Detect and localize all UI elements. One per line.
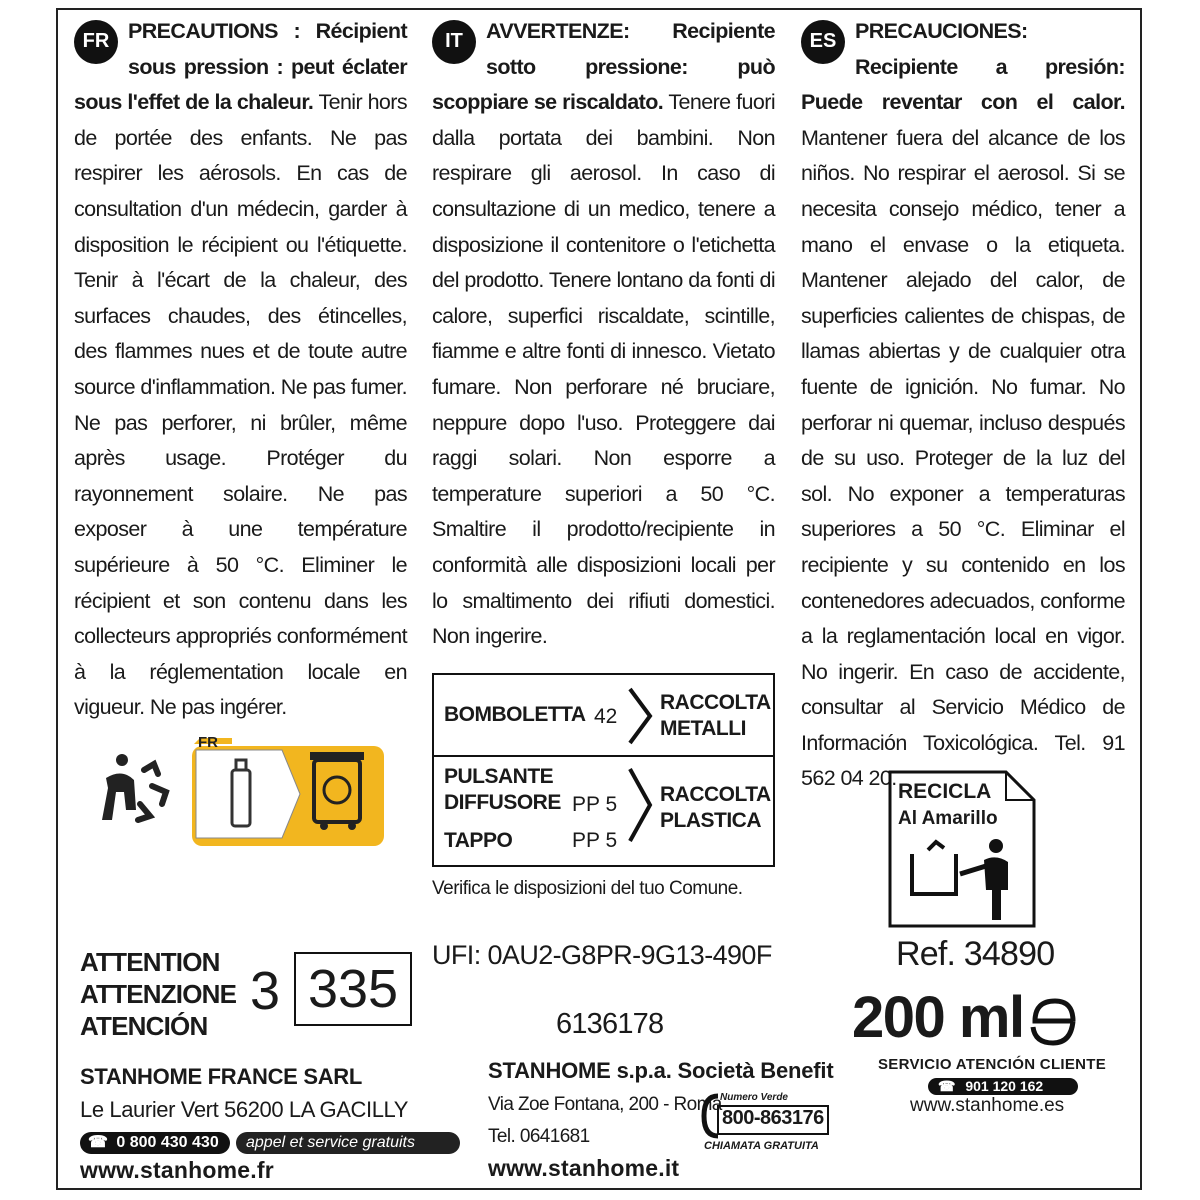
recicla-symbol	[888, 770, 1038, 930]
it-tel: Tel. 0641681	[488, 1126, 590, 1147]
es-body: Mantener fuera del alcance de los niños. No respirar el aerosol. Si se necesita consejo médico, tener a mano el envase o la etiqueta. Mantener alejado del calor, de superficies calientes de chispas, de llamas abiertas y de cualquier otra fuente de ignición. No fumar. No perforar ni quemar, incluso después de su uso. Proteger de la luz del sol. No exponer a temperaturas superiores a 50 °C. Eliminar el recipiente y su contenido en los contenedores adecuados, conforme a la reglamentación local en vigor. No ingerir. En caso de accidente, consultar al Servicio Médico de Información Toxicológica. Tel. 91 562 04 20.	[801, 125, 1125, 791]
triman-icon	[92, 730, 392, 850]
it-website: www.stanhome.it	[488, 1155, 680, 1181]
es-phone-pill	[928, 1078, 1078, 1095]
it-lead: AVVERTENZE: Recipiente sotto pressione: può scoppiare se riscaldato.	[432, 19, 775, 115]
rt-dest-1: RACCOLTA	[660, 691, 771, 714]
es-service-title: SERVICIO ATENCIÓN CLIENTE	[878, 1056, 1107, 1073]
es-lead: PRECAUCIONES: Recipiente a presión: Puede reventar con el calor.	[801, 19, 1125, 115]
language-badge-it: IT	[432, 20, 476, 64]
fr-company: STANHOME FRANCE SARL	[80, 1064, 363, 1089]
fr-lead: PRECAUTIONS : Récipient sous pression : peut éclater sous l'effet de la chaleur.	[74, 19, 407, 115]
ufi-code: UFI: 0AU2-G8PR-9G13-490F	[432, 940, 772, 970]
fr-phone-bar	[80, 1132, 460, 1154]
hazard-code-box: 335	[294, 952, 412, 1026]
rt-item: TAPPO	[444, 829, 513, 852]
rt-code: 42	[594, 705, 618, 728]
chevron-right-icon	[626, 685, 654, 747]
fr-phone-pill	[80, 1132, 230, 1154]
phone-icon: ☎	[88, 1134, 108, 1151]
spanish-precautions	[801, 14, 1125, 797]
table-row	[434, 675, 773, 757]
batch-code: 6136178	[556, 1008, 664, 1040]
rt-code: PP 5	[572, 829, 618, 852]
fr-address: Le Laurier Vert 56200 LA GACILLY	[80, 1097, 409, 1122]
es-phone-bar	[928, 1078, 1078, 1096]
fr-logo-label: FR	[198, 734, 218, 751]
fr-phone-note: appel et service gratuits	[246, 1134, 415, 1151]
hazard-digit: 3	[250, 961, 281, 1021]
french-precautions	[74, 14, 407, 726]
es-website: www.stanhome.es	[910, 1095, 1065, 1116]
it-company: STANHOME s.p.a. Società Benefit	[488, 1058, 834, 1083]
volume: 200 ml	[852, 985, 1024, 1050]
recicla-line2: Al Amarillo	[898, 808, 998, 829]
language-badge-es: ES	[801, 20, 845, 64]
rt-code: PP 5	[572, 793, 618, 816]
recycling-note: Verifica le disposizioni del tuo Comune.	[432, 878, 743, 899]
attention-es: ATENCIÓN	[80, 1011, 208, 1041]
phone-icon: ☎	[938, 1078, 956, 1094]
reference-number: Ref. 34890	[896, 935, 1055, 973]
recicla-line1: RECICLA	[898, 780, 992, 803]
numero-verde-label: Numero Verde	[720, 1092, 788, 1103]
numero-verde	[700, 1092, 832, 1154]
estimated-e-icon	[1027, 993, 1079, 1049]
rt-item: BOMBOLETTA	[444, 703, 586, 726]
fr-phone-note-pill	[236, 1132, 460, 1154]
fr-triman-logo	[92, 730, 392, 850]
recycling-table	[432, 673, 775, 867]
es-phone-number: 901 120 162	[965, 1078, 1044, 1094]
chevron-right-icon	[626, 765, 654, 845]
attention-fr: ATTENTION	[80, 947, 220, 977]
attention-it: ATTENZIONE	[80, 979, 237, 1009]
fr-website: www.stanhome.fr	[80, 1157, 274, 1183]
it-address: Via Zoe Fontana, 200 - Roma	[488, 1094, 722, 1115]
rt-dest-2: PLASTICA	[660, 809, 761, 832]
italian-precautions	[432, 14, 775, 655]
it-body: Tenere fuori dalla portata dei bambini. Non respirare gli aerosol. In caso di consultazione di un medico, tenere a disposizione il contenitore o l'etichetta del prodotto. Tenere lontano da fonti di calore, superfici riscaldate, scintille, fiamme e altre fonti di innesco. Vietato fumare. Non perforare né bruciare, neppure dopo l'uso. Proteggere dai raggi solari. Non esporre a temperature superiori a 50 °C. Smaltire il prodotto/recipiente in conformità alle disposizioni locali per lo smaltimento dei rifiuti domestici. Non ingerire.	[432, 90, 775, 649]
fr-phone-number: 0 800 430 430	[116, 1134, 219, 1151]
rt-dest-2: METALLI	[660, 717, 746, 740]
fr-body: Tenir hors de portée des enfants. Ne pas respirer les aérosols. En cas de consultation d'un médecin, garder à disposition le récipient ou l'étiquette. Tenir à l'écart de la chaleur, des surfaces chaudes, des étincelles, des flammes nues et de toute autre source d'inflammation. Ne pas fumer. Ne pas perforer, ni brûler, même après usage. Protéger du rayonnement solaire. Ne pas exposer à une température supérieure à 50 °C. Eliminer le récipient et son contenu dans les collecteurs appropriés conformément à la réglementation locale en vigueur. Ne pas ingérer.	[74, 90, 408, 720]
numero-verde-number: 800-863176	[722, 1107, 824, 1129]
language-badge-fr: FR	[74, 20, 118, 64]
rt-item: DIFFUSORE	[444, 791, 561, 814]
numero-verde-note: CHIAMATA GRATUITA	[704, 1140, 819, 1152]
rt-dest-1: RACCOLTA	[660, 783, 771, 806]
table-row	[434, 757, 773, 867]
rt-item: PULSANTE	[444, 765, 554, 788]
attention-block	[80, 946, 236, 1042]
